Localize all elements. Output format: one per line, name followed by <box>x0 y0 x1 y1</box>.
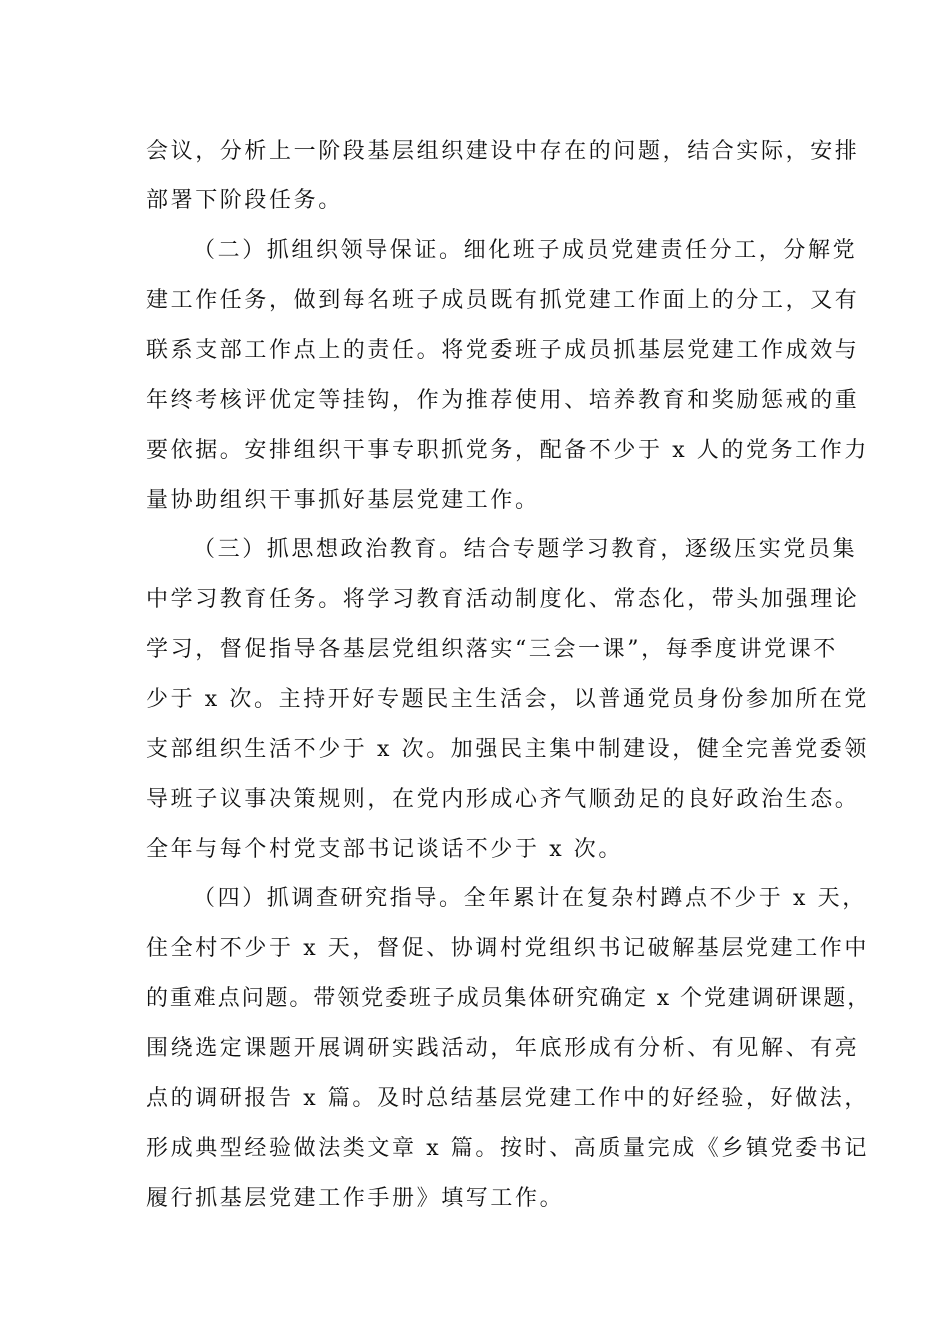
paragraph-4-line-6: 形成典型经验做法类文章 x 篇。按时、高质量完成《乡镇党委书记 <box>146 1136 869 1161</box>
paragraph-3-line-7: 全年与每个村党支部书记谈话不少于 x 次。 <box>146 837 623 862</box>
paragraph-3-line-3: 学习，督促指导各基层党组织落实“三会一课”，每季度讲党课不 <box>146 637 838 662</box>
paragraph-2-line-3: 联系支部工作点上的责任。将党委班子成员抓基层党建工作成效与 <box>146 338 860 363</box>
paragraph-3-line-6: 导班子议事决策规则，在党内形成心齐气顺劲足的良好政治生态。 <box>146 787 860 812</box>
paragraph-3-line-1: （三）抓思想政治教育。结合专题学习教育，逐级压实党员集 <box>193 537 858 562</box>
paragraph-2-line-4: 年终考核评优定等挂钩，作为推荐使用、培养教育和奖励惩戒的重 <box>146 388 860 413</box>
paragraph-2-line-2: 建工作任务，做到每名班子成员既有抓党建工作面上的分工，又有 <box>146 288 860 313</box>
paragraph-4-line-7: 履行抓基层党建工作手册》填写工作。 <box>146 1186 565 1211</box>
paragraph-4-line-5: 点的调研报告 x 篇。及时总结基层党建工作中的好经验，好做法， <box>146 1086 869 1111</box>
paragraph-3-line-2: 中学习教育任务。将学习教育活动制度化、常态化，带头加强理论 <box>146 587 860 612</box>
paragraph-4-line-3: 的重难点问题。带领党委班子成员集体研究确定 x 个党建调研课题， <box>146 986 872 1011</box>
paragraph-1-line-2: 部署下阶段任务。 <box>146 188 343 213</box>
paragraph-4-line-1: （四）抓调查研究指导。全年累计在复杂村蹲点不少于 x 天， <box>193 886 867 911</box>
paragraph-2-line-5: 要依据。安排组织干事专职抓党务，配备不少于 x 人的党务工作力 <box>146 438 869 463</box>
paragraph-1-line-1: 会议，分析上一阶段基层组织建设中存在的问题，结合实际，安排 <box>146 139 860 164</box>
paragraph-3-line-5: 支部组织生活不少于 x 次。加强民主集中制建设，健全完善党委领 <box>146 737 869 762</box>
paragraph-2-line-1: （二）抓组织领导保证。细化班子成员党建责任分工，分解党 <box>193 238 858 263</box>
paragraph-4-line-2: 住全村不少于 x 天，督促、协调村党组织书记破解基层党建工作中 <box>146 936 869 961</box>
paragraph-3-line-4: 少于 x 次。主持开好专题民主生活会，以普通党员身份参加所在党 <box>146 687 869 712</box>
paragraph-4-line-4: 围绕选定课题开展调研实践活动，年底形成有分析、有见解、有亮 <box>146 1036 860 1061</box>
paragraph-2-line-6: 量协助组织干事抓好基层党建工作。 <box>146 488 540 513</box>
